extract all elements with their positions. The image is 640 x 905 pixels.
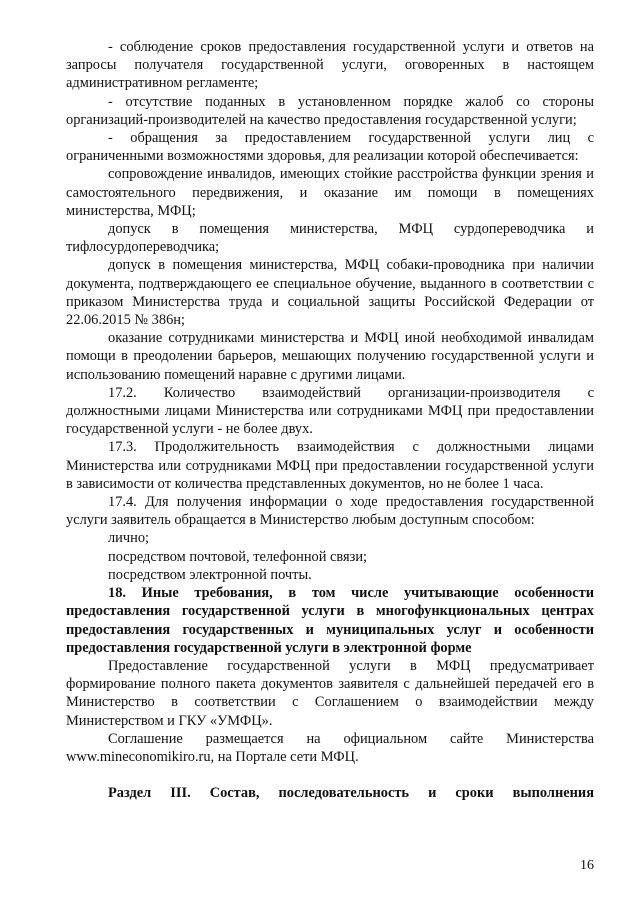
paragraph-deadlines: - соблюдение сроков предоставления государственной услуги и ответов на запросы получателя государственной услуги, оговоренных в настоящем административном регламенте; <box>66 39 594 92</box>
paragraph-mfc-service: Предоставление государственной услуги в МФЦ предусматривает формирование полного пакета документов заявителя с дальнейшей передачей его в Министерство в соответствии с Соглашением о взаимодействии между Министерством и ГКУ «УМФЦ». <box>66 657 594 729</box>
section-3-heading: Раздел III. Состав, последовательность и сроки выполнения <box>108 785 594 802</box>
page-number: 16 <box>580 858 594 873</box>
paragraph-17-2: 17.2. Количество взаимодействий организации-производителя с должностными лицами Министерства или сотрудниками МФЦ при предоставлении государственной услуги - не более двух. <box>66 384 594 438</box>
paragraph-disabled-access: - обращения за предоставлением государственной услуги лиц с ограниченными возможностями здоровья, для реализации которой обеспечивается: <box>66 130 594 165</box>
paragraph-agreement: Соглашение размещается на официальном сайте Министерства www.mineconomikiro.ru, на Портале сети МФЦ. <box>66 730 594 765</box>
paragraph-escort: сопровождение инвалидов, имеющих стойкие расстройства функции зрения и самостоятельного передвижения, и оказание им помощи в помещениях министерства, МФЦ; <box>66 166 594 219</box>
paragraph-assistance: оказание сотрудниками министерства и МФЦ иной необходимой инвалидам помощи в преодолении барьеров, мешающих получению государственной услуги и использованию помещений наравне с другими лицами. <box>66 330 594 383</box>
paragraph-17-4: 17.4. Для получения информации о ходе предоставления государственной услуги заявитель обращается в Министерство любым доступным способом: <box>66 494 594 529</box>
paragraph-17-3: 17.3. Продолжительность взаимодействия с должностными лицами Министерства или сотрудниками МФЦ при предоставлении государственной услуги в зависимости от количества представленных документов, но не более 1 часа. <box>66 439 594 492</box>
paragraph-guide-dog: допуск в помещения министерства, МФЦ собаки-проводника при наличии документа, подтверждающего ее специальное обучение, выданного в соответствии с приказом Министерства труда и социальной защиты Российской Федерации от 22.06.2015 № 386н; <box>66 257 594 329</box>
section-18-heading: 18. Иные требования, в том числе учитывающие особенности предоставления государственной услуги в многофункциональных центрах предоставления государственных и муниципальных услуг и особенности предоставления государственной услуги в электронной форме <box>66 585 594 656</box>
paragraph-interpreter: допуск в помещения министерства, МФЦ сурдопереводчика и тифлосурдопереводчика; <box>66 221 594 256</box>
paragraph-email: посредством электронной почты. <box>108 566 312 583</box>
section-gap <box>66 766 594 784</box>
paragraph-mail-phone: посредством почтовой, телефонной связи; <box>108 548 368 565</box>
paragraph-in-person: лично; <box>108 530 150 547</box>
paragraph-no-complaints: - отсутствие поданных в установленном порядке жалоб со стороны организаций-производителей на качество предоставления государственной услуги; <box>66 93 594 128</box>
document-page <box>66 38 594 802</box>
